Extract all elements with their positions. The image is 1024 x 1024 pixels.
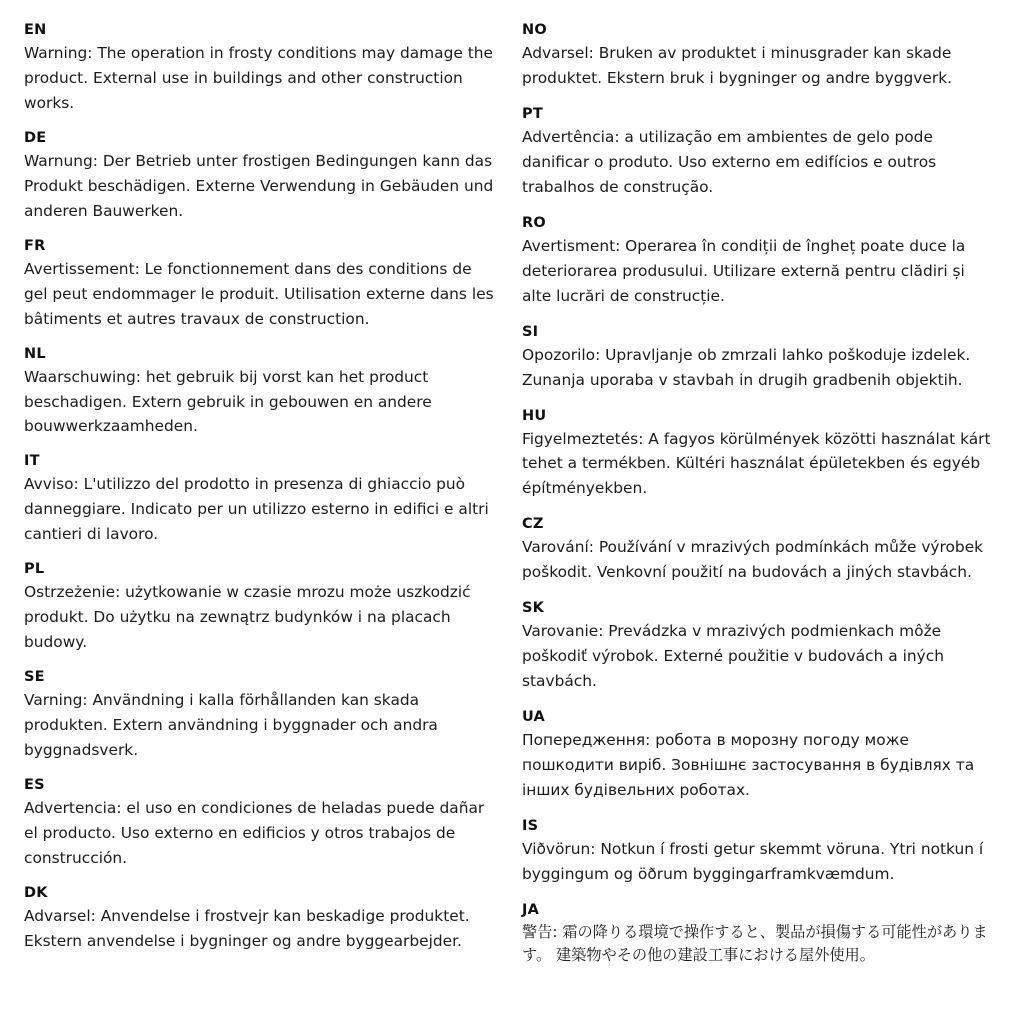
language-block-en (24, 22, 498, 116)
language-block-es (24, 777, 498, 871)
language-code-sk: SK (522, 600, 545, 617)
warning-text-ja: 警告: 霜の降りる環境で操作すると、製品が損傷する可能性があります。 建築物やその他の建設工事における屋外使用。 (522, 922, 988, 964)
warning-text-hu: Figyelmeztetés: A fagyos körülmények közötti használat kárt tehet a termékben. Kültéri használat épületekben és egyéb építményekben. (522, 429, 991, 498)
warning-text-nl: Waarschuwing: het gebruik bij vorst kan het product beschadigen. Extern gebruik in gebouwen en andere bouwwerkzaamheden. (24, 367, 432, 436)
language-block-dk (24, 885, 498, 954)
warning-text-it: Avviso: L'utilizzo del prodotto in presenza di ghiaccio può danneggiare. Indicato per un utilizzo esterno in edifici e altri cantieri di lavoro. (24, 475, 489, 544)
language-block-sk (522, 600, 996, 694)
language-block-is (522, 818, 996, 887)
warning-text-cz: Varování: Používání v mrazivých podmínkách může výrobek poškodit. Venkovní použití na budovách a jiných stavbách. (522, 538, 984, 582)
language-block-se (24, 669, 498, 763)
warning-text-dk: Advarsel: Anvendelse i frostvejr kan beskadige produktet. Ekstern anvendelse i bygninger og andre byggearbejder. (24, 906, 470, 950)
language-block-de (24, 130, 498, 224)
warning-text-fr: Avertissement: Le fonctionnement dans des conditions de gel peut endommager le produit. Utilisation externe dans les bâtiments et autres travaux de construction. (24, 259, 494, 328)
language-code-si: SI (522, 323, 539, 340)
language-block-ja (522, 902, 996, 967)
language-code-fr: FR (24, 237, 46, 254)
language-block-fr (24, 238, 498, 332)
warning-text-no: Advarsel: Bruken av produktet i minusgrader kan skade produktet. Ekstern bruk i bygninger og andre byggverk. (522, 44, 953, 87)
language-code-ja: JA (522, 901, 540, 918)
language-block-hu (522, 408, 996, 502)
language-code-is: IS (522, 818, 539, 835)
right-language-column (522, 22, 996, 1014)
warning-text-is: Viðvörun: Notkun í frosti getur skemmt vöruna. Ytri notkun í byggingum og öðrum byggingarframkvæmdum. (522, 840, 984, 883)
language-code-nl: NL (24, 345, 46, 362)
language-block-pl (24, 561, 498, 655)
language-block-cz (522, 516, 996, 585)
left-language-column (24, 22, 498, 1014)
warning-text-sk: Varovanie: Prevádzka v mrazivých podmienkach môže poškodiť výrobok. Externé použitie v budovách a iných stavbách. (522, 622, 944, 691)
language-block-nl (24, 346, 498, 440)
warning-text-ua: Попередження: робота в морозну погоду може пошкодити виріб. Зовнішнє застосування в будівлях та інших будівельних роботах. (522, 731, 975, 800)
language-code-ua: UA (522, 709, 545, 726)
language-block-si (522, 324, 996, 393)
language-code-dk: DK (24, 884, 48, 901)
language-block-pt (522, 106, 996, 200)
language-code-cz: CZ (522, 516, 544, 533)
language-code-no: NO (522, 22, 547, 38)
language-code-pt: PT (522, 105, 543, 122)
warning-text-es: Advertencia: el uso en condiciones de heladas puede dañar el producto. Uso externo en edificios y otros trabajos de construcción. (24, 799, 485, 867)
language-code-se: SE (24, 669, 45, 686)
warning-text-si: Opozorilo: Upravljanje ob zmrzali lahko poškoduje izdelek. Zunanja uporaba v stavbah in drugih gradbenih objektih. (522, 345, 971, 389)
warning-text-se: Varning: Användning i kalla förhållanden kan skada produkten. Extern användning i byggnader och andra byggnadsverk. (24, 691, 438, 760)
language-code-en: EN (24, 22, 47, 38)
language-code-es: ES (24, 777, 45, 794)
language-block-no (522, 22, 996, 91)
language-code-ro: RO (522, 214, 546, 231)
warning-text-de: Warnung: Der Betrieb unter frostigen Bedingungen kann das Produkt beschädigen. Externe Verwendung in Gebäuden und anderen Bauwerken. (24, 151, 494, 220)
language-code-it: IT (24, 453, 40, 470)
language-code-pl: PL (24, 561, 45, 578)
language-code-de: DE (24, 129, 47, 146)
warning-text-ro: Avertisment: Operarea în condiții de îngheț poate duce la deteriorarea produsului. Utilizare externă pentru clădiri și alte lucrări de construcție. (522, 236, 966, 305)
language-block-ua (522, 709, 996, 803)
language-code-hu: HU (522, 407, 547, 424)
language-block-it (24, 453, 498, 547)
warning-text-en: Warning: The operation in frosty conditions may damage the product. External use in buildings and other construction works. (24, 44, 493, 112)
warning-text-pl: Ostrzeżenie: użytkowanie w czasie mrozu może uszkodzić produkt. Do użytku na zewnątrz budynków i na placach budowy. (24, 583, 471, 652)
warning-text-pt: Advertência: a utilização em ambientes de gelo pode danificar o produto. Uso externo em edifícios e outros trabalhos de construção. (522, 127, 937, 196)
language-block-ro (522, 215, 996, 309)
